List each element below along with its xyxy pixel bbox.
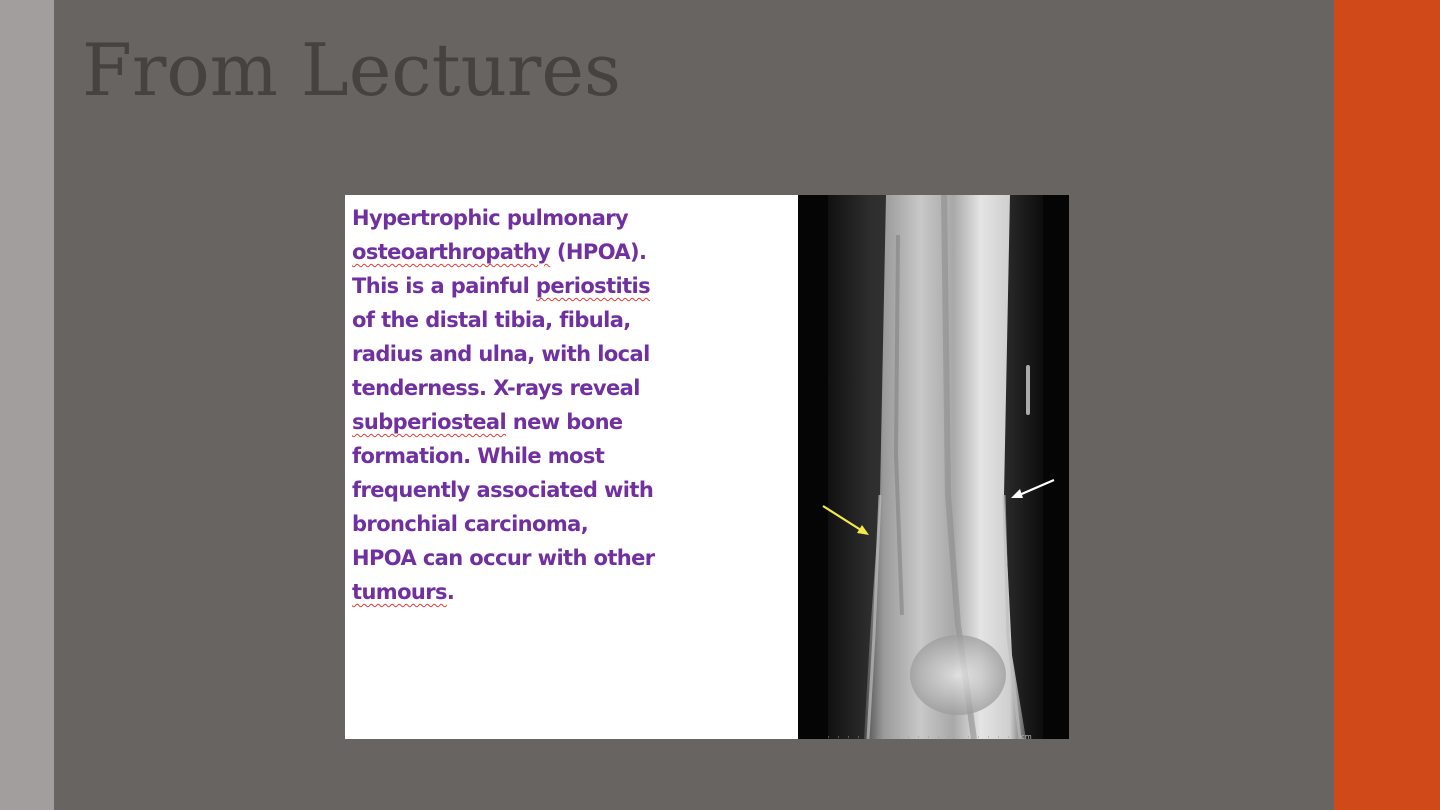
text-segment: This is a painful — [352, 274, 536, 298]
text-line — [352, 541, 792, 575]
text-line — [352, 303, 792, 337]
text-line — [352, 405, 792, 439]
text-segment: radius and ulna, with local — [352, 342, 650, 366]
text-line — [352, 575, 792, 609]
spellcheck-flagged-word: periostitis — [535, 274, 651, 298]
left-decorative-strip — [0, 0, 54, 810]
text-segment: tenderness. X-rays reveal — [352, 376, 640, 400]
text-line — [352, 371, 792, 405]
text-line — [352, 439, 792, 473]
spellcheck-flagged-word: tumours — [352, 580, 447, 604]
right-accent-strip — [1334, 0, 1440, 810]
description-text — [352, 201, 792, 609]
text-line — [352, 473, 792, 507]
text-segment: bronchial carcinoma, — [352, 512, 589, 536]
text-segment: new bone — [506, 410, 623, 434]
text-segment: of the distal tibia, fibula, — [352, 308, 631, 332]
text-segment: (HPOA). — [550, 240, 647, 264]
text-segment: frequently associated with — [352, 478, 654, 502]
spellcheck-flagged-word: subperiosteal — [352, 410, 507, 434]
text-segment: HPOA can occur with other — [352, 546, 655, 570]
content-card — [345, 195, 1069, 739]
text-line — [352, 269, 792, 303]
text-line — [352, 507, 792, 541]
text-segment: . — [446, 580, 455, 604]
text-line — [352, 201, 792, 235]
text-line — [352, 337, 792, 371]
distal-bone-density — [910, 635, 1006, 715]
scale-unit-label: cm — [1021, 733, 1032, 739]
text-segment: formation. While most — [352, 444, 605, 468]
spellcheck-flagged-word: osteoarthropathy — [352, 240, 551, 264]
slide-title: From Lectures — [82, 28, 621, 112]
xray-image — [798, 195, 1069, 739]
text-segment: Hypertrophic pulmonary — [352, 206, 629, 230]
text-line — [352, 235, 792, 269]
